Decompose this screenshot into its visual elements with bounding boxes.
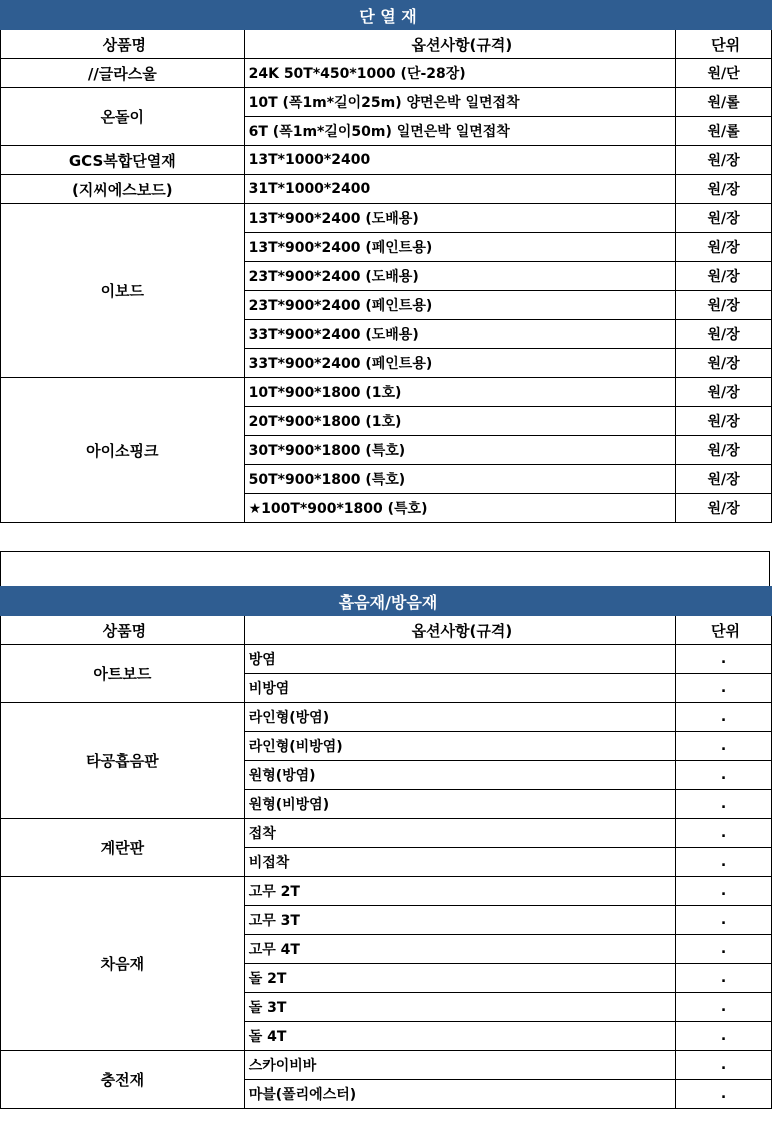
option-cell: 고무 2T bbox=[244, 877, 675, 906]
unit-cell: . bbox=[676, 993, 772, 1022]
option-cell: 방염 bbox=[244, 645, 675, 674]
option-cell: 마블(폴리에스터) bbox=[244, 1080, 675, 1109]
option-cell: 13T*900*2400 (도배용) bbox=[244, 204, 676, 233]
option-cell: 스카이비바 bbox=[244, 1051, 675, 1080]
option-cell: 13T*900*2400 (페인트용) bbox=[244, 233, 676, 262]
table-row bbox=[1, 204, 772, 233]
option-cell: 돌 4T bbox=[244, 1022, 675, 1051]
unit-cell: . bbox=[676, 906, 772, 935]
section-title: 흡음재/방음재 bbox=[1, 587, 772, 616]
table-row bbox=[1, 703, 772, 732]
unit-cell: 원/장 bbox=[676, 262, 772, 291]
option-cell: 33T*900*2400 (도배용) bbox=[244, 320, 676, 349]
unit-cell: 원/단 bbox=[676, 59, 772, 88]
unit-cell: . bbox=[676, 732, 772, 761]
option-cell: 30T*900*1800 (특호) bbox=[244, 436, 676, 465]
option-cell: 라인형(비방염) bbox=[244, 732, 675, 761]
acoustic-table bbox=[0, 586, 772, 1109]
option-cell: 13T*1000*2400 bbox=[244, 146, 676, 175]
unit-cell: 원/장 bbox=[676, 494, 772, 523]
unit-cell: . bbox=[676, 790, 772, 819]
unit-cell: . bbox=[676, 645, 772, 674]
table-row bbox=[1, 175, 772, 204]
option-cell: 접착 bbox=[244, 819, 675, 848]
unit-cell: . bbox=[676, 703, 772, 732]
product-name-sub: (지씨에스보드) bbox=[1, 175, 245, 204]
unit-cell: 원/장 bbox=[676, 407, 772, 436]
product-name: 계란판 bbox=[1, 819, 245, 877]
unit-cell: 원/장 bbox=[676, 233, 772, 262]
table-row bbox=[1, 146, 772, 175]
unit-cell: 원/장 bbox=[676, 146, 772, 175]
unit-cell: . bbox=[676, 761, 772, 790]
option-cell: 비접착 bbox=[244, 848, 675, 877]
header-unit: 단위 bbox=[676, 30, 772, 59]
option-cell: 원형(비방염) bbox=[244, 790, 675, 819]
product-name: 이보드 bbox=[1, 204, 245, 378]
product-name: //글라스울 bbox=[1, 59, 245, 88]
section-title: 단 열 재 bbox=[1, 1, 772, 30]
unit-cell: . bbox=[676, 964, 772, 993]
option-cell: 31T*1000*2400 bbox=[244, 175, 676, 204]
insulation-table bbox=[0, 0, 772, 523]
option-cell: 23T*900*2400 (도배용) bbox=[244, 262, 676, 291]
table-row bbox=[1, 877, 772, 906]
unit-cell: 원/장 bbox=[676, 465, 772, 494]
unit-cell: . bbox=[676, 848, 772, 877]
product-name: 타공흡음판 bbox=[1, 703, 245, 819]
header-product: 상품명 bbox=[1, 616, 245, 645]
unit-cell: 원/롤 bbox=[676, 117, 772, 146]
table-row bbox=[1, 819, 772, 848]
table-row bbox=[1, 59, 772, 88]
table-row bbox=[1, 645, 772, 674]
table-row bbox=[1, 378, 772, 407]
unit-cell: 원/롤 bbox=[676, 88, 772, 117]
option-cell: 라인형(방염) bbox=[244, 703, 675, 732]
option-cell: 원형(방염) bbox=[244, 761, 675, 790]
option-cell: 돌 3T bbox=[244, 993, 675, 1022]
unit-cell: . bbox=[676, 674, 772, 703]
table-row bbox=[1, 1051, 772, 1080]
header-product: 상품명 bbox=[1, 30, 245, 59]
unit-cell: 원/장 bbox=[676, 175, 772, 204]
option-cell: 고무 4T bbox=[244, 935, 675, 964]
unit-cell: . bbox=[676, 877, 772, 906]
option-cell: 10T (폭1m*길이25m) 양면은박 일면접착 bbox=[244, 88, 676, 117]
header-option: 옵션사항(규격) bbox=[244, 30, 676, 59]
unit-cell: 원/장 bbox=[676, 320, 772, 349]
unit-cell: 원/장 bbox=[676, 349, 772, 378]
product-name: 충전재 bbox=[1, 1051, 245, 1109]
unit-cell: 원/장 bbox=[676, 291, 772, 320]
section-spacer bbox=[0, 551, 770, 586]
header-unit: 단위 bbox=[676, 616, 772, 645]
option-cell: 33T*900*2400 (페인트용) bbox=[244, 349, 676, 378]
option-cell: ★100T*900*1800 (특호) bbox=[244, 494, 676, 523]
option-cell: 고무 3T bbox=[244, 906, 675, 935]
product-name: 아트보드 bbox=[1, 645, 245, 703]
option-cell: 24K 50T*450*1000 (단-28장) bbox=[244, 59, 676, 88]
unit-cell: 원/장 bbox=[676, 436, 772, 465]
product-name: 아이소핑크 bbox=[1, 378, 245, 523]
unit-cell: . bbox=[676, 1051, 772, 1080]
unit-cell: 원/장 bbox=[676, 204, 772, 233]
unit-cell: . bbox=[676, 1022, 772, 1051]
unit-cell: . bbox=[676, 935, 772, 964]
unit-cell: . bbox=[676, 819, 772, 848]
option-cell: 비방염 bbox=[244, 674, 675, 703]
option-cell: 6T (폭1m*길이50m) 일면은박 일면접착 bbox=[244, 117, 676, 146]
table-row bbox=[1, 88, 772, 117]
product-name: 온돌이 bbox=[1, 88, 245, 146]
unit-cell: . bbox=[676, 1080, 772, 1109]
option-cell: 20T*900*1800 (1호) bbox=[244, 407, 676, 436]
header-option: 옵션사항(규격) bbox=[244, 616, 675, 645]
product-name: GCS복합단열재 bbox=[1, 146, 245, 175]
product-name: 차음재 bbox=[1, 877, 245, 1051]
option-cell: 50T*900*1800 (특호) bbox=[244, 465, 676, 494]
option-cell: 돌 2T bbox=[244, 964, 675, 993]
option-cell: 23T*900*2400 (페인트용) bbox=[244, 291, 676, 320]
option-cell: 10T*900*1800 (1호) bbox=[244, 378, 676, 407]
unit-cell: 원/장 bbox=[676, 378, 772, 407]
